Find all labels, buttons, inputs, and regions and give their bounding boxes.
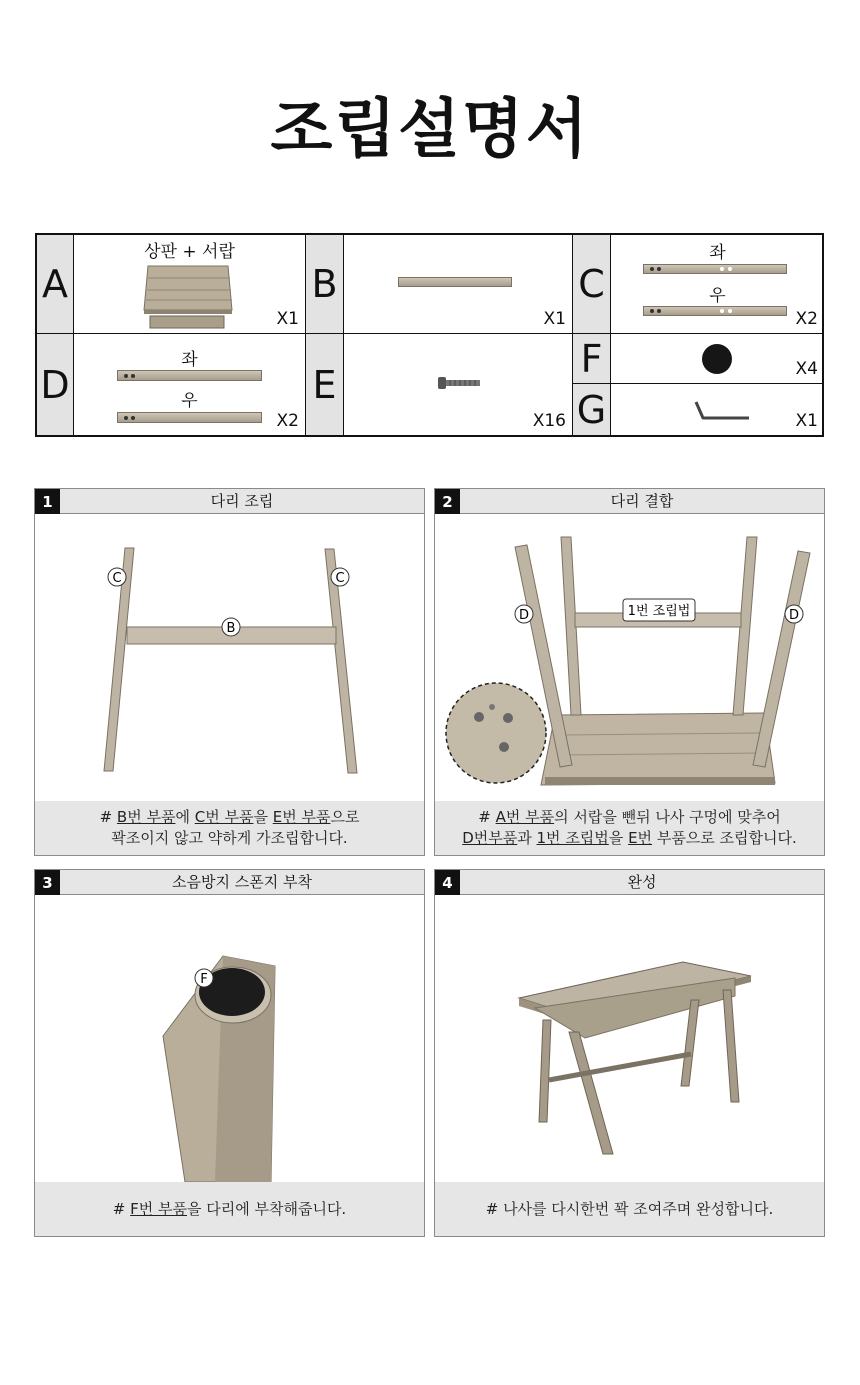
step-2-header bbox=[435, 489, 824, 514]
step-title: 다리 조립 bbox=[210, 492, 274, 510]
step-3-illustration bbox=[35, 896, 424, 1182]
leg-c-right-image bbox=[643, 306, 787, 316]
part-letter-e: E bbox=[306, 334, 344, 435]
callout-assembly-1: 1번 조립법 bbox=[627, 604, 691, 619]
step-number: 3 bbox=[35, 870, 60, 895]
note-part-d: D번부품 bbox=[462, 829, 518, 847]
leg-frame-image bbox=[35, 515, 424, 801]
bolt-image bbox=[438, 376, 482, 390]
note-text: 부품으로 조립합니다. bbox=[656, 829, 797, 847]
part-d-left-label: 좌 bbox=[181, 350, 198, 370]
step-2-panel bbox=[434, 488, 825, 856]
part-c-right-label: 우 bbox=[709, 286, 726, 306]
marker-c-right: C bbox=[335, 571, 345, 586]
step-title: 완성 bbox=[627, 873, 657, 891]
part-f-qty: X4 bbox=[795, 359, 818, 379]
leg-c-left-image bbox=[643, 264, 787, 274]
note-text: # 나사를 다시한번 꽉 조여주며 완성합니다. bbox=[485, 1199, 774, 1218]
part-e-cell bbox=[344, 334, 573, 435]
leg-d-left-image bbox=[117, 370, 262, 381]
part-d-right-label: 우 bbox=[181, 391, 198, 411]
marker-f: F bbox=[200, 972, 208, 987]
step-number: 1 bbox=[35, 489, 60, 514]
leg-d-right-image bbox=[117, 412, 262, 423]
note-line-2: 꽉조이지 않고 약하게 가조립합니다. bbox=[111, 829, 348, 847]
part-c-cell bbox=[611, 235, 824, 334]
step-title: 다리 결합 bbox=[610, 492, 674, 510]
part-c-qty: X2 bbox=[795, 309, 818, 329]
part-letter-b: B bbox=[306, 235, 344, 334]
part-g-qty: X1 bbox=[795, 411, 818, 431]
note-text: 과 bbox=[517, 829, 532, 847]
step-1-header bbox=[35, 489, 424, 514]
note-text: 으로 bbox=[330, 808, 360, 826]
note-hash: # bbox=[478, 808, 491, 826]
leg-with-felt-pad-image bbox=[35, 896, 424, 1182]
marker-d-right: D bbox=[788, 608, 800, 623]
note-text: 을 다리에 부착해줍니다. bbox=[187, 1199, 347, 1218]
note-text: 의 서랍을 뺀뒤 나사 구멍에 맞추어 bbox=[554, 808, 781, 826]
note-assembly-1: 1번 조립법 bbox=[536, 829, 609, 847]
part-b-qty: X1 bbox=[543, 309, 566, 329]
marker-b: B bbox=[226, 621, 236, 636]
step-4-panel bbox=[434, 869, 825, 1237]
part-a-qty: X1 bbox=[276, 309, 299, 329]
step-3-note bbox=[35, 1182, 424, 1236]
finished-desk-image bbox=[435, 896, 824, 1182]
step-number: 2 bbox=[435, 489, 460, 514]
step-2-illustration bbox=[435, 515, 824, 801]
part-d-qty: X2 bbox=[276, 411, 299, 431]
part-letter-f: F bbox=[573, 334, 611, 384]
note-hash: # bbox=[99, 808, 113, 826]
part-b-cell bbox=[344, 235, 573, 334]
parts-table bbox=[35, 233, 824, 437]
part-letter-d: D bbox=[37, 334, 74, 435]
legs-on-tabletop-image bbox=[435, 515, 824, 801]
tabletop-drawer-image bbox=[142, 262, 242, 330]
note-text: 을 bbox=[253, 808, 268, 826]
part-f-cell bbox=[611, 334, 824, 384]
part-letter-c: C bbox=[573, 235, 611, 334]
note-part-b: B번 부품 bbox=[116, 808, 176, 826]
step-2-note bbox=[435, 801, 824, 855]
step-4-header bbox=[435, 870, 824, 895]
marker-c-left: C bbox=[112, 571, 122, 586]
hex-key-image bbox=[693, 400, 753, 424]
note-text: 에 bbox=[175, 808, 190, 826]
part-letter-a: A bbox=[37, 235, 74, 334]
step-1-illustration bbox=[35, 515, 424, 801]
step-3-header bbox=[35, 870, 424, 895]
step-1-panel bbox=[34, 488, 425, 856]
note-hash: # bbox=[112, 1199, 126, 1218]
step-number: 4 bbox=[435, 870, 460, 895]
note-part-c: C번 부품 bbox=[194, 808, 254, 826]
step-1-note bbox=[35, 801, 424, 855]
part-a-label: 상판 + 서랍 bbox=[144, 242, 235, 262]
marker-d-left: D bbox=[518, 608, 530, 623]
part-e-qty: X16 bbox=[532, 411, 566, 431]
note-part-e: E번 부품 bbox=[272, 808, 331, 826]
part-d-cell bbox=[74, 334, 306, 435]
part-letter-g: G bbox=[573, 384, 611, 435]
felt-pad-image bbox=[702, 344, 732, 374]
page-title: 조립설명서 bbox=[270, 93, 590, 167]
note-part-f: F번 부품 bbox=[130, 1199, 187, 1218]
step-3-panel bbox=[34, 869, 425, 1237]
note-part-a: A번 부품 bbox=[495, 808, 555, 826]
crossbar-image bbox=[398, 277, 512, 287]
note-part-e: E번 bbox=[628, 829, 653, 847]
part-a-cell bbox=[74, 235, 306, 334]
step-4-illustration bbox=[435, 896, 824, 1182]
part-c-left-label: 좌 bbox=[709, 243, 726, 263]
step-4-note bbox=[435, 1182, 824, 1236]
note-text: 을 bbox=[608, 829, 624, 847]
step-title: 소음방지 스폰지 부착 bbox=[172, 873, 312, 891]
part-g-cell bbox=[611, 384, 824, 435]
